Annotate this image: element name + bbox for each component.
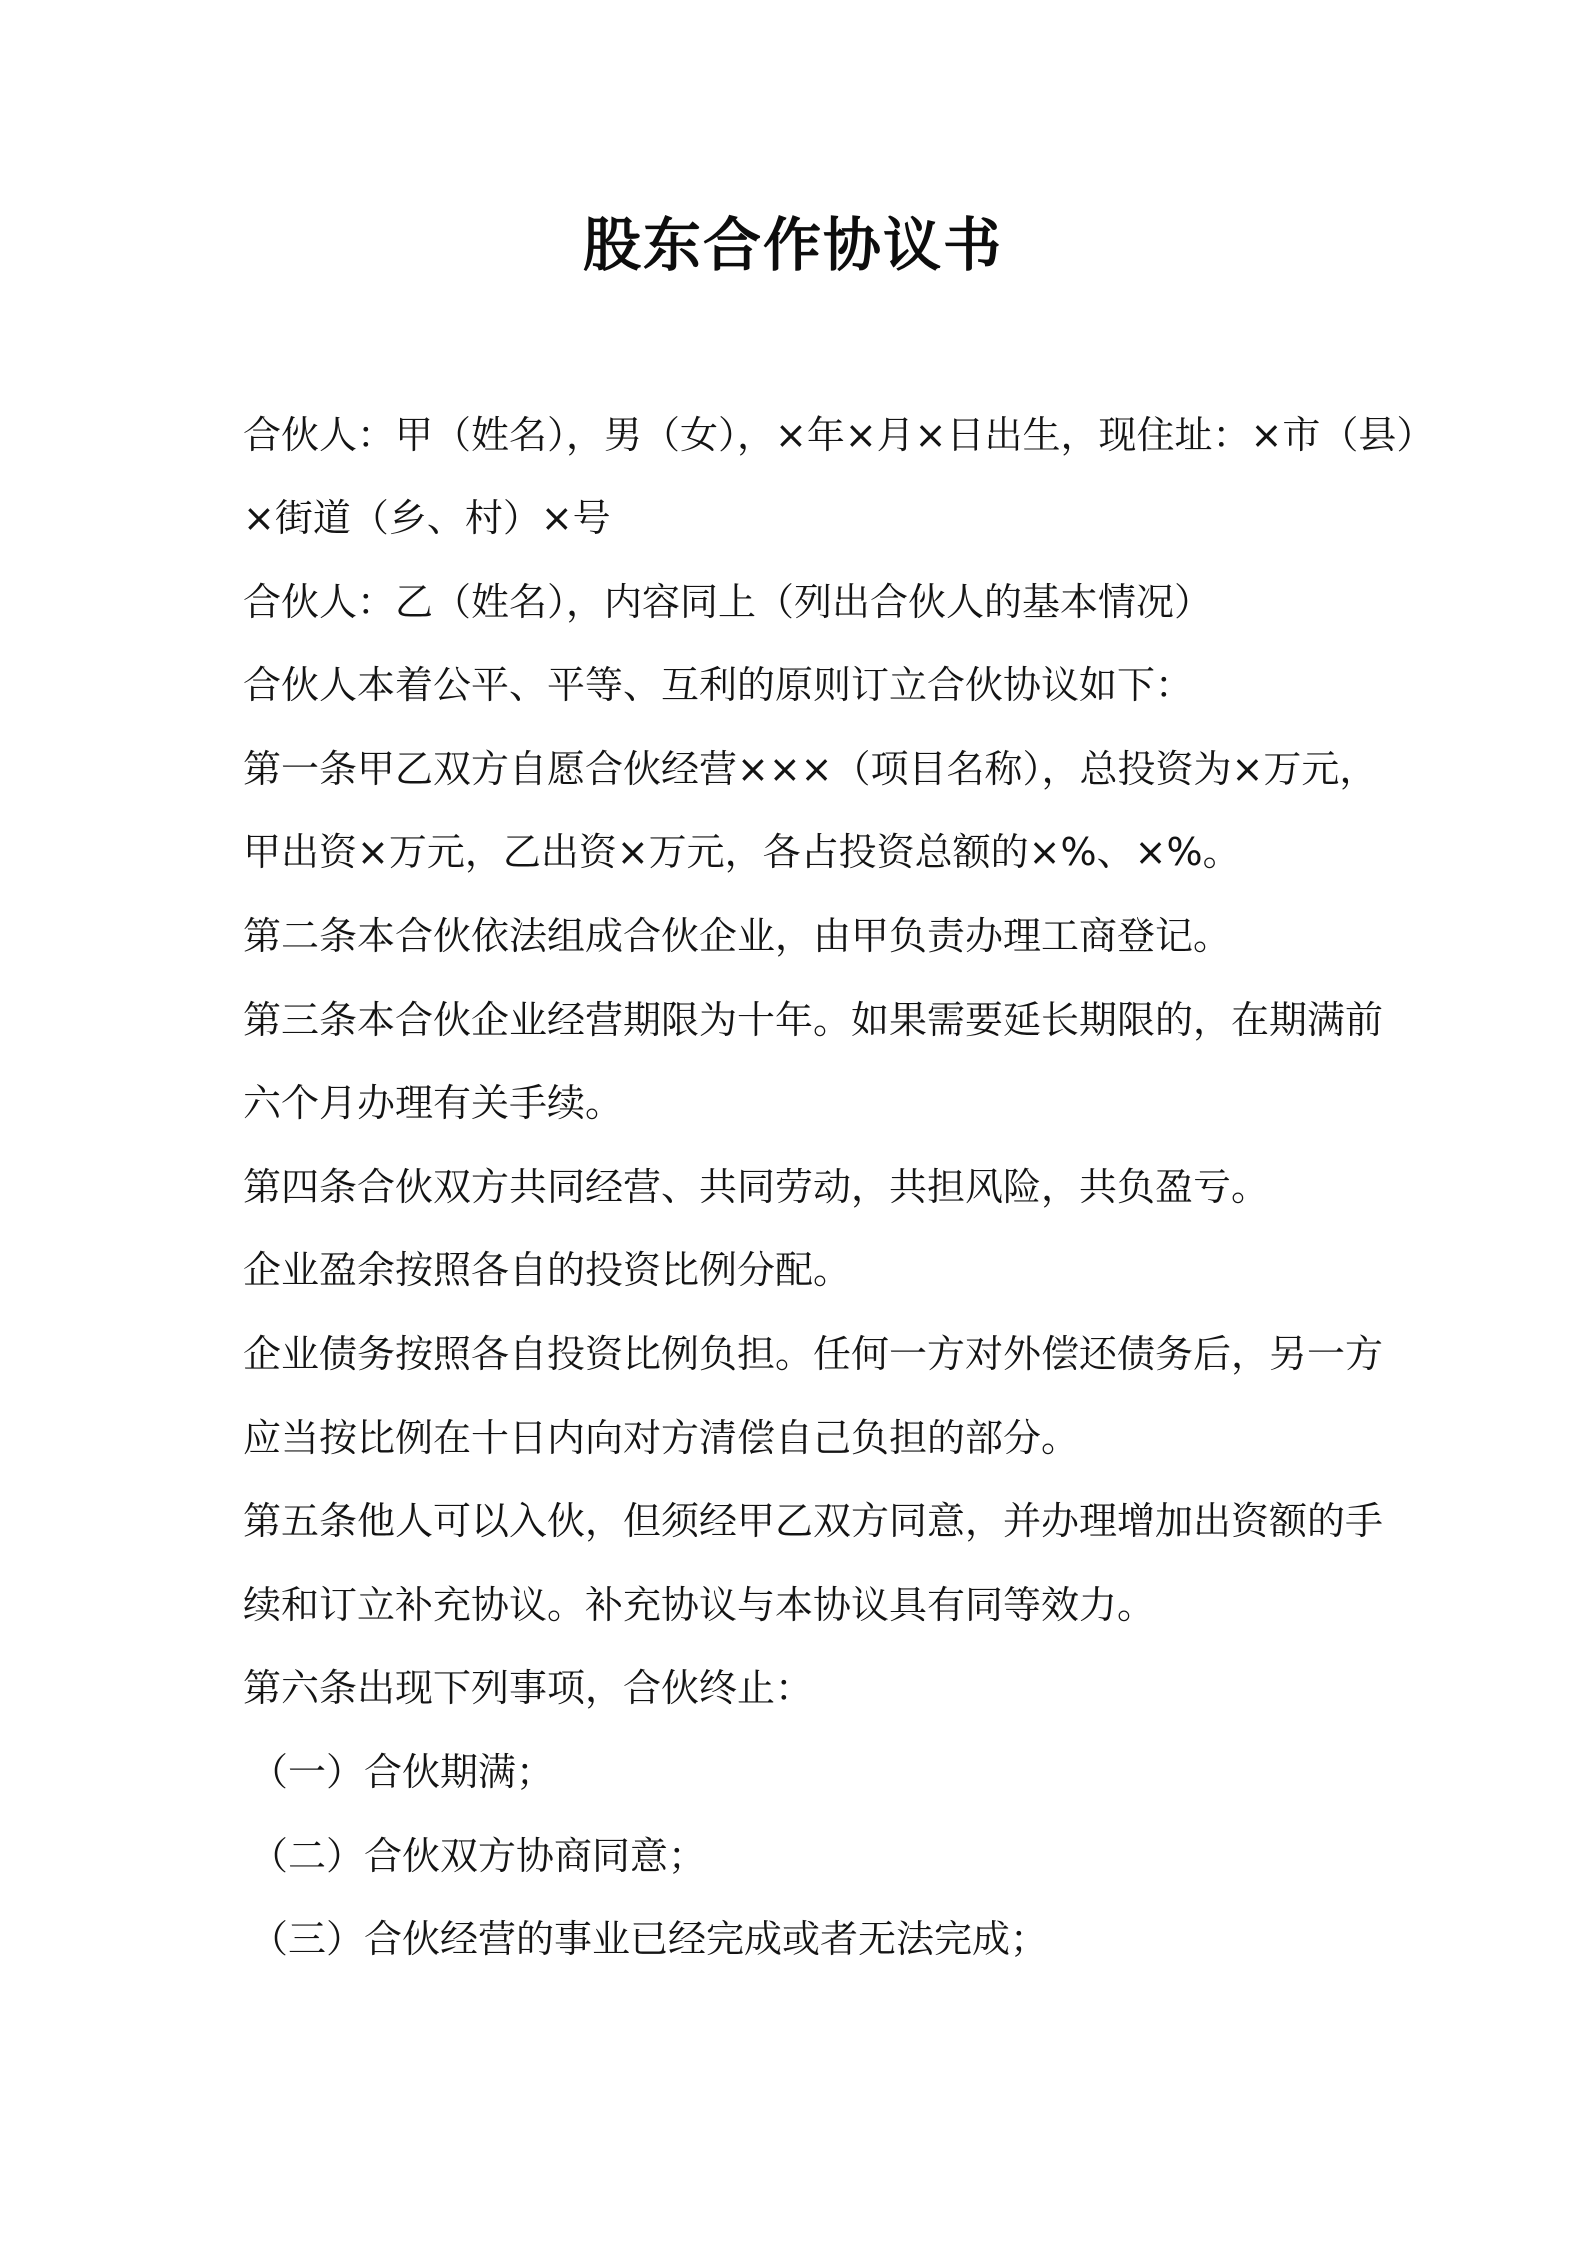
text-line-surplus: 企业盈余按照各自的投资比例分配。 xyxy=(243,1248,852,1292)
text-line-article-1-cont: 甲出资×万元，乙出资×万元，各占投资总额的×%、×%。 xyxy=(243,830,1241,874)
text-line-article-5-cont: 续和订立补充协议。补充协议与本协议具有同等效力。 xyxy=(243,1583,1156,1627)
text-line-preamble: 合伙人本着公平、平等、互利的原则订立合伙协议如下： xyxy=(243,663,1194,707)
text-line-article-3: 第三条本合伙企业经营期限为十年。如果需要延长期限的，在期满前 xyxy=(243,998,1384,1042)
text-line-item-1: （一）合伙期满； xyxy=(250,1750,555,1794)
text-line-article-2: 第二条本合伙依法组成合伙企业，由甲负责办理工商登记。 xyxy=(243,914,1232,958)
text-line-partner-a: 合伙人：甲（姓名），男（女），×年×月×日出生，现住址：×市（县） xyxy=(243,413,1435,457)
text-line-article-6: 第六条出现下列事项，合伙终止： xyxy=(243,1666,814,1710)
text-line-article-4: 第四条合伙双方共同经营、共同劳动，共担风险，共负盈亏。 xyxy=(243,1165,1270,1209)
text-line-partner-b: 合伙人：乙（姓名），内容同上（列出合伙人的基本情况） xyxy=(243,580,1213,624)
text-line-debt-cont: 应当按比例在十日内向对方清偿自己负担的部分。 xyxy=(243,1416,1080,1460)
document-title: 股东合作协议书 xyxy=(582,211,1003,279)
text-line-item-3: （三）合伙经营的事业已经完成或者无法完成； xyxy=(250,1917,1049,1961)
text-line-partner-a-address: ×街道（乡、村）×号 xyxy=(243,496,611,540)
text-line-debt: 企业债务按照各自投资比例负担。任何一方对外偿还债务后，另一方 xyxy=(243,1332,1384,1376)
text-line-article-1: 第一条甲乙双方自愿合伙经营×××（项目名称），总投资为×万元， xyxy=(243,747,1378,791)
text-line-article-5: 第五条他人可以入伙，但须经甲乙双方同意，并办理增加出资额的手 xyxy=(243,1499,1384,1543)
text-line-item-2: （二）合伙双方协商同意； xyxy=(250,1834,707,1878)
text-line-article-3-cont: 六个月办理有关手续。 xyxy=(243,1081,624,1125)
